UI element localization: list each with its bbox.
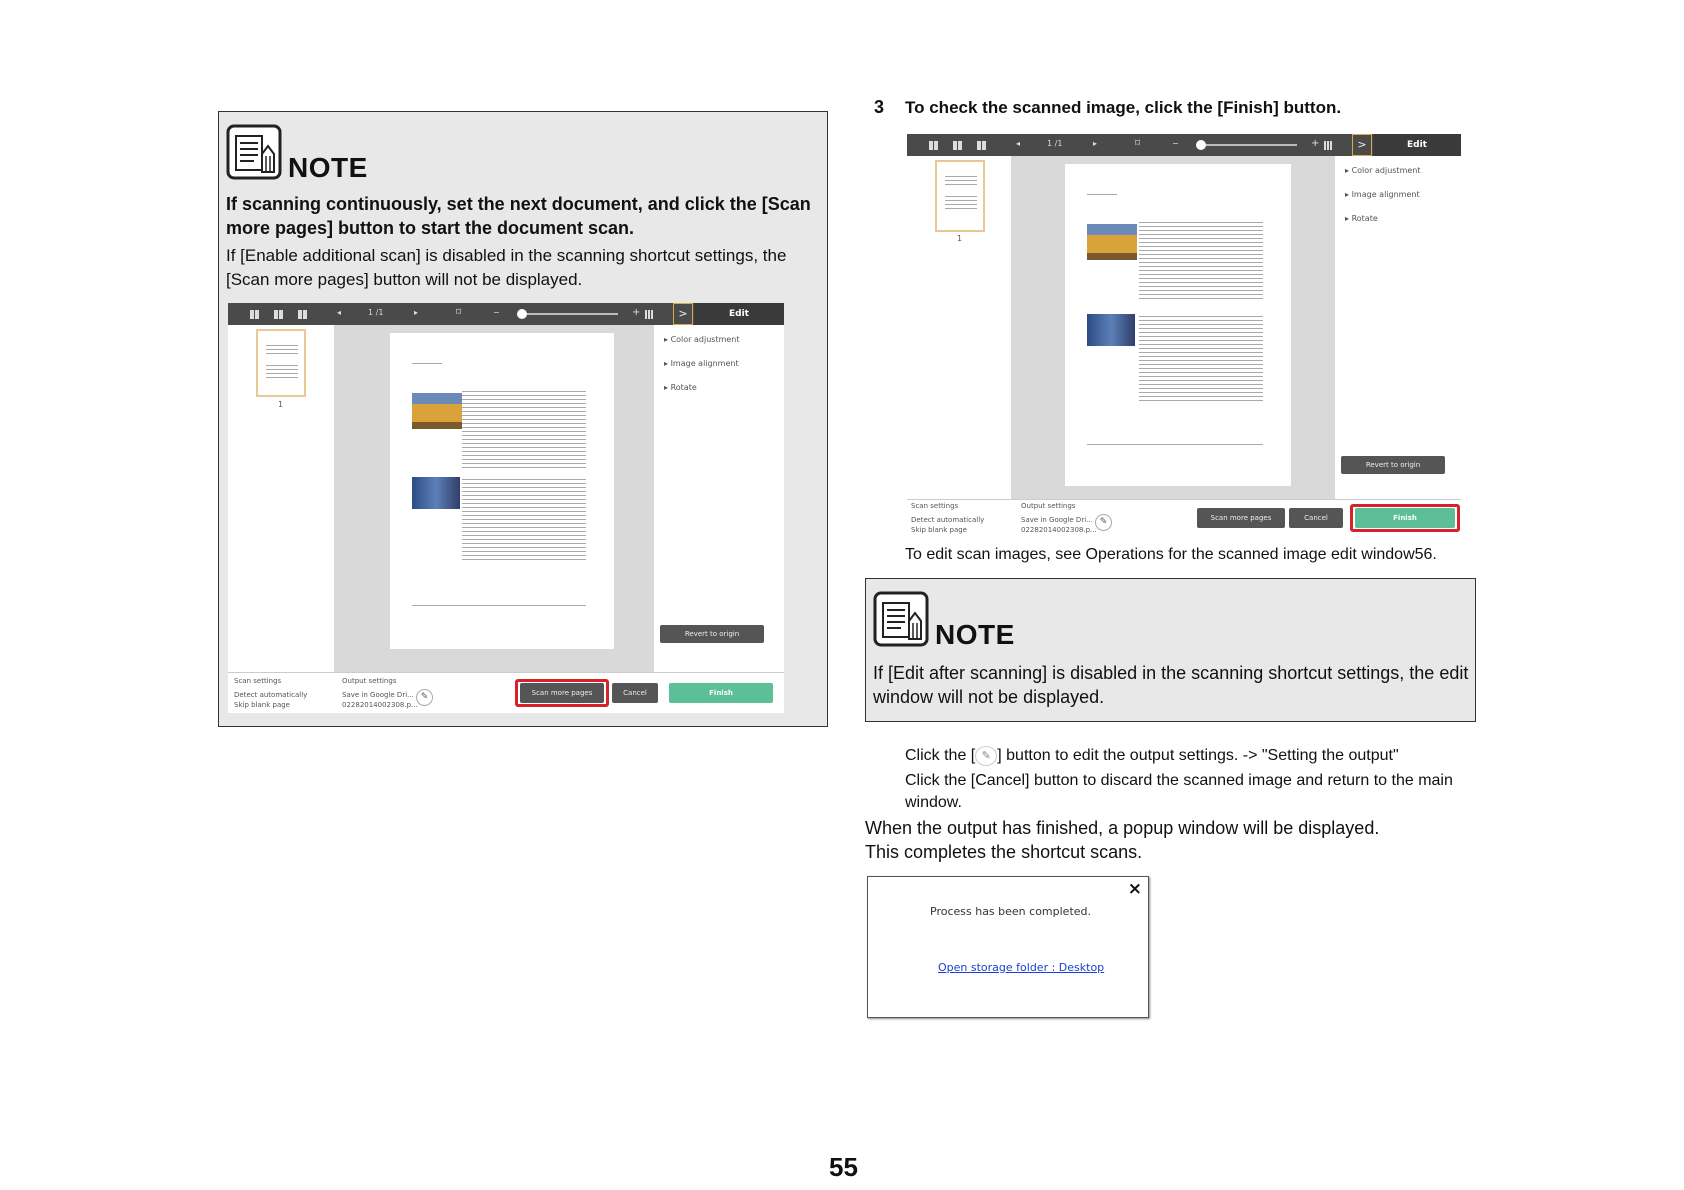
thumbnail-grid-icon[interactable] xyxy=(1324,141,1333,150)
note-header xyxy=(226,124,426,184)
prev-page-icon[interactable]: ◂ xyxy=(1016,139,1021,148)
thumbnail-pane xyxy=(907,156,1011,500)
preview-photo-autumn xyxy=(412,393,462,429)
note-box-edit-after-scanning xyxy=(865,578,1476,722)
preview-photo-city xyxy=(1087,314,1135,346)
menu-rotate[interactable]: ▸ Rotate xyxy=(1345,214,1378,223)
scan-settings-value-1: Detect automatically xyxy=(234,691,308,699)
scan-settings-label: Scan settings xyxy=(234,677,282,685)
open-storage-folder-link[interactable]: Open storage folder : Desktop xyxy=(938,961,1105,974)
scan-more-pages-button[interactable]: Scan more pages xyxy=(520,683,604,703)
highlight-scan-more xyxy=(515,679,609,707)
preview-photo-city xyxy=(412,477,460,509)
page-number: 55 xyxy=(829,1152,858,1182)
grid-view-icon[interactable] xyxy=(953,141,962,150)
bottom-bar xyxy=(907,499,1461,538)
thumbnail-index: 1 xyxy=(278,400,284,409)
note2-body-text: If [Edit after scanning] is disabled in the scanning shortcut settings, the edit window will not be displayed. xyxy=(873,663,1469,707)
fit-page-icon[interactable]: ⌑ xyxy=(1135,138,1141,149)
scanned-page-preview xyxy=(1065,164,1291,486)
completion-popup xyxy=(867,876,1149,1018)
scanned-page-preview xyxy=(390,333,614,649)
scan-settings-label: Scan settings xyxy=(911,502,959,510)
page-thumbnail[interactable] xyxy=(935,160,985,232)
preview-photo-autumn xyxy=(1087,224,1137,260)
menu-color-adjustment[interactable]: ▸ Color adjustment xyxy=(1345,166,1421,175)
scan-settings-value-1: Detect automatically xyxy=(911,516,985,524)
edit-panel xyxy=(654,325,784,673)
click-pencil-text-b: ] button to edit the output settings. -> "Setting the output" xyxy=(997,747,1399,765)
edit-output-pencil-icon[interactable]: ✎ xyxy=(416,689,433,706)
bottom-bar xyxy=(228,672,784,713)
output-settings-value-1: Save in Google Dri... xyxy=(342,691,414,699)
toolbar xyxy=(907,134,1461,156)
step-text: To check the scanned image, click the [Finish] button. xyxy=(905,98,1342,117)
zoom-slider-knob[interactable] xyxy=(1196,140,1206,150)
note-pencil-icon xyxy=(873,591,929,647)
edit-panel-title: Edit xyxy=(694,303,784,325)
edit-panel-title: Edit xyxy=(1373,134,1461,156)
edit-panel xyxy=(1335,156,1461,500)
cancel-button[interactable]: Cancel xyxy=(612,683,658,703)
edit-output-pencil-icon[interactable]: ✎ xyxy=(1095,514,1112,531)
cancel-button[interactable]: Cancel xyxy=(1289,508,1343,528)
zoom-out-icon[interactable]: − xyxy=(493,308,500,317)
collapse-panel-chevron-icon[interactable]: > xyxy=(673,303,693,325)
menu-image-alignment[interactable]: ▸ Image alignment xyxy=(664,359,739,368)
zoom-slider-knob[interactable] xyxy=(517,309,527,319)
page-counter: 1 /1 xyxy=(368,308,384,317)
next-page-icon[interactable]: ▸ xyxy=(1093,139,1098,148)
zoom-slider[interactable] xyxy=(518,313,618,315)
scan-more-pages-button[interactable]: Scan more pages xyxy=(1197,508,1285,528)
finish-button[interactable]: Finish xyxy=(669,683,773,703)
collapse-panel-chevron-icon[interactable]: > xyxy=(1352,134,1372,156)
page-thumbnail[interactable] xyxy=(256,329,306,397)
scan-edit-window-screenshot xyxy=(228,303,784,713)
grid-view-icon[interactable] xyxy=(274,310,283,319)
scan-settings-value-2: Skip blank page xyxy=(234,701,290,709)
zoom-in-icon[interactable]: + xyxy=(1311,138,1320,149)
click-cancel-instruction: Click the [Cancel] button to discard the scanned image and return to the main window. xyxy=(905,772,1453,811)
note-label: NOTE xyxy=(288,152,368,183)
note-box-scan-more xyxy=(218,111,828,727)
thumbnail-index: 1 xyxy=(957,234,963,243)
click-pencil-instruction xyxy=(905,746,1399,766)
finish-button[interactable]: Finish xyxy=(1355,508,1455,528)
output-settings-value-2: 02282014002308.p... xyxy=(1021,526,1097,534)
grid-view-icon[interactable] xyxy=(298,310,307,319)
highlight-finish xyxy=(1350,504,1460,532)
grid-view-icon[interactable] xyxy=(929,141,938,150)
pencil-icon: ✎ xyxy=(975,746,997,766)
output-settings-label: Output settings xyxy=(1021,502,1076,510)
prev-page-icon[interactable]: ◂ xyxy=(337,308,342,317)
scan-settings-value-2: Skip blank page xyxy=(911,526,967,534)
close-icon[interactable]: × xyxy=(1127,879,1142,899)
zoom-out-icon[interactable]: − xyxy=(1172,139,1179,148)
thumbnail-grid-icon[interactable] xyxy=(645,310,654,319)
edit-reference-text: To edit scan images, see Operations for the scanned image edit window56. xyxy=(905,546,1437,563)
fit-page-icon[interactable]: ⌑ xyxy=(456,307,462,318)
document-view xyxy=(1011,156,1335,500)
revert-to-origin-button[interactable]: Revert to origin xyxy=(1341,456,1445,474)
next-page-icon[interactable]: ▸ xyxy=(414,308,419,317)
popup-message: Process has been completed. xyxy=(930,905,1092,918)
output-settings-label: Output settings xyxy=(342,677,397,685)
completion-text: This completes the shortcut scans. xyxy=(865,842,1143,862)
grid-view-icon[interactable] xyxy=(977,141,986,150)
note-pencil-icon xyxy=(226,124,282,180)
scan-edit-window-finish-screenshot xyxy=(907,134,1461,538)
grid-view-icon[interactable] xyxy=(250,310,259,319)
click-pencil-text-a: Click the [ xyxy=(905,747,976,765)
zoom-in-icon[interactable]: + xyxy=(632,307,641,318)
menu-rotate[interactable]: ▸ Rotate xyxy=(664,383,697,392)
menu-image-alignment[interactable]: ▸ Image alignment xyxy=(1345,190,1420,199)
step-number: 3 xyxy=(874,97,885,117)
thumbnail-pane xyxy=(228,325,334,673)
note-header xyxy=(873,591,1073,651)
toolbar xyxy=(228,303,784,325)
output-settings-value-2: 02282014002308.p... xyxy=(342,701,418,709)
menu-color-adjustment[interactable]: ▸ Color adjustment xyxy=(664,335,740,344)
output-settings-value-1: Save in Google Dri... xyxy=(1021,516,1093,524)
note1-bold-text: If scanning continuously, set the next document, and click the [Scan more pages] button to start the document scan. xyxy=(226,194,811,238)
note1-body-text: If [Enable additional scan] is disabled in the scanning shortcut settings, the [Scan more pages] button will not be displayed. xyxy=(226,246,787,289)
document-view xyxy=(334,325,654,673)
note-label: NOTE xyxy=(935,619,1015,650)
revert-to-origin-button[interactable]: Revert to origin xyxy=(660,625,764,643)
page-counter: 1 /1 xyxy=(1047,139,1063,148)
zoom-slider[interactable] xyxy=(1197,144,1297,146)
finish-popup-text: When the output has finished, a popup window will be displayed. xyxy=(865,818,1380,838)
